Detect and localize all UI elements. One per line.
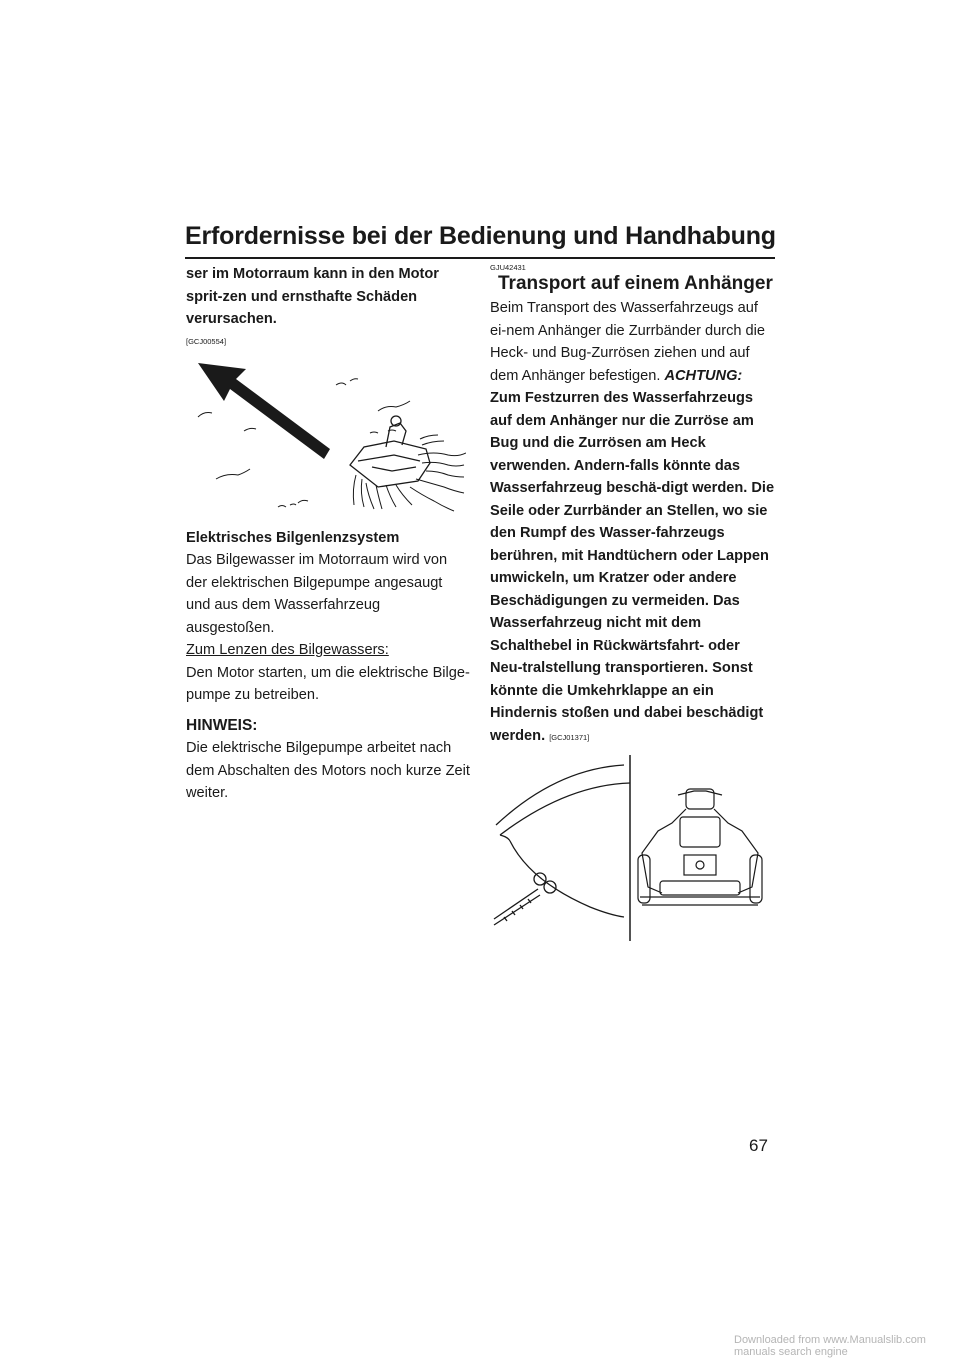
- caution-code-2: [GCJ01371]: [549, 732, 590, 742]
- page-number: 67: [749, 1136, 768, 1155]
- caution-text: Zum Festzurren des Wasserfahrzeugs auf dem Anhänger nur die Zurröse am Bug und die Zurrösen am Heck verwenden. Andern-falls könnte das Wasserfahrzeug beschä-digt werden. Die Seile oder Zurrbänder an Stellen, wo sie den Rumpf des Wasser-fahrzeugs berühren, mit Handtüchern oder Lappen umwickeln, um Kratzer oder andere Beschädigungen zu vermeiden. Das Wasserfahrzeug nicht mit dem Schalthebel in Rückwärtsfahrt- oder Neu-tralstellung transportieren. Sonst könnte die Umkehrklappe an ein Hindernis stoßen und dabei beschädigt werden.: [490, 390, 775, 744]
- watercraft-wake-illustration: [186, 355, 466, 525]
- page-title: Erfordernisse bei der Bedienung und Handhabung: [185, 222, 776, 250]
- bilge-system-body: Das Bilgewasser im Motorraum wird von der elektrischen Bilgepumpe angesaugt und aus dem Wasserfahrzeug ausgestoßen.: [186, 552, 448, 636]
- caution-code: [GCJ00554]: [186, 336, 227, 346]
- transport-body: [490, 297, 776, 749]
- transport-body-text: Beim Transport des Wasserfahrzeugs auf ei-nem Anhänger die Zurrbänder durch die Heck- und Bug-Zurrösen ziehen und auf dem Anhänger befestigen.: [490, 300, 766, 384]
- bilge-procedure-label: Zum Lenzen des Bilgewassers:: [186, 642, 389, 658]
- note-body: Die elektrische Bilgepumpe arbeitet nach dem Abschalten des Motors noch kurze Zeit weiter.: [186, 740, 470, 801]
- bilge-procedure-body: Den Motor starten, um die elektrische Bilge-pumpe zu betreiben.: [186, 664, 470, 703]
- right-column: [490, 263, 776, 941]
- section-code: GJU42431: [490, 263, 526, 272]
- left-column: [186, 263, 470, 805]
- intro-warning-text: ser im Motorraum kann in den Motor sprit-zen und ernsthafte Schäden verursachen.: [186, 266, 439, 327]
- caution-label: ACHTUNG:: [664, 367, 743, 384]
- tie-down-illustration: [490, 755, 772, 941]
- header-rule: [185, 257, 775, 259]
- footer-url[interactable]: Downloaded from www.Manualslib.com manuals search engine: [734, 1334, 926, 1358]
- section-title: Transport auf einem Anhänger: [498, 273, 773, 294]
- note-heading: HINWEIS:: [186, 716, 258, 734]
- bilge-system-heading: Elektrisches Bilgenlenzsystem: [186, 529, 400, 546]
- page-header: [185, 222, 775, 251]
